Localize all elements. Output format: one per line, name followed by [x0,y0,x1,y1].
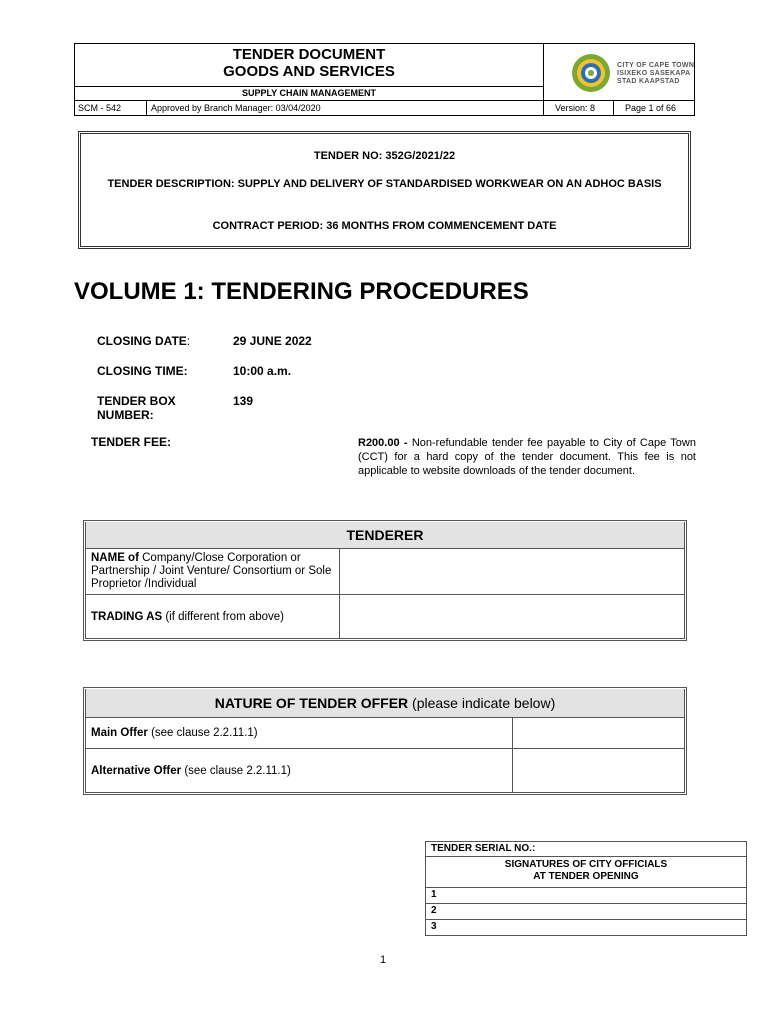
city-logo-text [617,62,694,86]
main-offer-label [91,727,258,740]
alternative-offer-label-text: (see clause 2.2.11.1) [184,765,291,777]
divider [613,100,614,116]
closing-date-label [97,334,190,348]
tender-box-label [97,394,176,422]
divider [425,903,747,904]
signatures-heading-line: SIGNATURES OF CITY OFFICIALS [504,859,668,870]
closing-time-value: 10:00 a.m. [233,364,292,378]
main-offer-checkbox[interactable] [513,719,684,747]
main-offer-label-bold: Main Offer [91,727,148,739]
volume-title: VOLUME 1: TENDERING PROCEDURES [74,278,529,305]
company-name-field[interactable] [340,550,684,594]
tender-fee-text [358,436,696,478]
tender-number: TENDER NO: 352G/2021/22 [313,150,456,162]
page-count: Page 1 of 66 [625,103,677,113]
divider [146,100,147,116]
trading-as-label-text: (if different from above) [165,611,285,623]
title-line-1: TENDER DOCUMENT [232,46,386,63]
page-number: 1 [380,954,387,966]
header-title [75,46,543,80]
tender-serial-label: TENDER SERIAL NO.: [431,843,536,854]
company-name-label-text: Company/Close Corporation or Partnership / Joint Venture/ Consortium or Sole Proprietor /Individual [91,552,332,590]
logo-line: STAD KAAPSTAD [617,78,680,85]
approval-text: Approved by Branch Manager: 03/04/2020 [151,103,321,113]
version-text: Version: 8 [555,103,596,113]
tender-fee-label: TENDER FEE: [91,435,172,449]
alternative-offer-label-bold: Alternative Offer [91,765,182,777]
trading-as-label-bold: TRADING AS [91,611,163,623]
closing-date-label-text: CLOSING DATE [97,334,187,348]
tender-description: TENDER DESCRIPTION: SUPPLY AND DELIVERY OF STANDARDISED WORKWEAR ON AN ADHOC BASIS [107,178,662,190]
closing-date-colon: : [186,334,191,348]
tender-fee-amount: R200.00 - [358,437,408,449]
divider [425,919,747,920]
nature-heading-bold: NATURE OF TENDER OFFER [214,695,409,711]
divider [425,887,747,888]
logo-line: CITY OF CAPE TOWN [617,62,695,69]
logo-line: ISIXEKO SASEKAPA [617,70,691,77]
main-offer-label-text: (see clause 2.2.11.1) [151,727,258,739]
nature-of-offer-heading [86,689,684,718]
divider [425,856,747,857]
signatures-heading [425,859,747,883]
contract-period: CONTRACT PERIOD: 36 MONTHS FROM COMMENCEMENT DATE [212,220,557,232]
divider [74,86,544,87]
nature-heading-text: (please indicate below) [412,695,556,711]
signature-row-number: 2 [431,905,437,916]
trading-as-label [91,611,284,624]
tenderer-heading: TENDERER [86,522,684,549]
alternative-offer-checkbox[interactable] [513,749,684,792]
divider [543,43,544,116]
company-name-label [91,552,335,591]
closing-time-label: CLOSING TIME: [97,364,188,378]
signature-row-number: 3 [431,921,437,932]
closing-date-value: 29 JUNE 2022 [233,334,312,348]
signature-row-number: 1 [431,889,437,900]
title-line-2: GOODS AND SERVICES [223,63,395,80]
city-logo-icon [571,53,611,93]
signatures-heading-line: AT TENDER OPENING [533,871,639,882]
tender-box-label-line: TENDER BOX [97,394,176,408]
tender-fee-description: Non-refundable tender fee payable to City of Cape Town (CCT) for a hard copy of the tender document. This fee is not applicable to website downloads of the tender document. [358,437,696,477]
trading-as-field[interactable] [340,595,684,639]
tender-box-label-line: NUMBER: [97,408,154,422]
header-subtitle: SUPPLY CHAIN MANAGEMENT [241,88,376,98]
tender-box-value: 139 [233,394,254,408]
doc-code: SCM - 542 [78,103,122,113]
alternative-offer-label [91,765,291,778]
company-name-label-bold: NAME of [91,552,139,564]
